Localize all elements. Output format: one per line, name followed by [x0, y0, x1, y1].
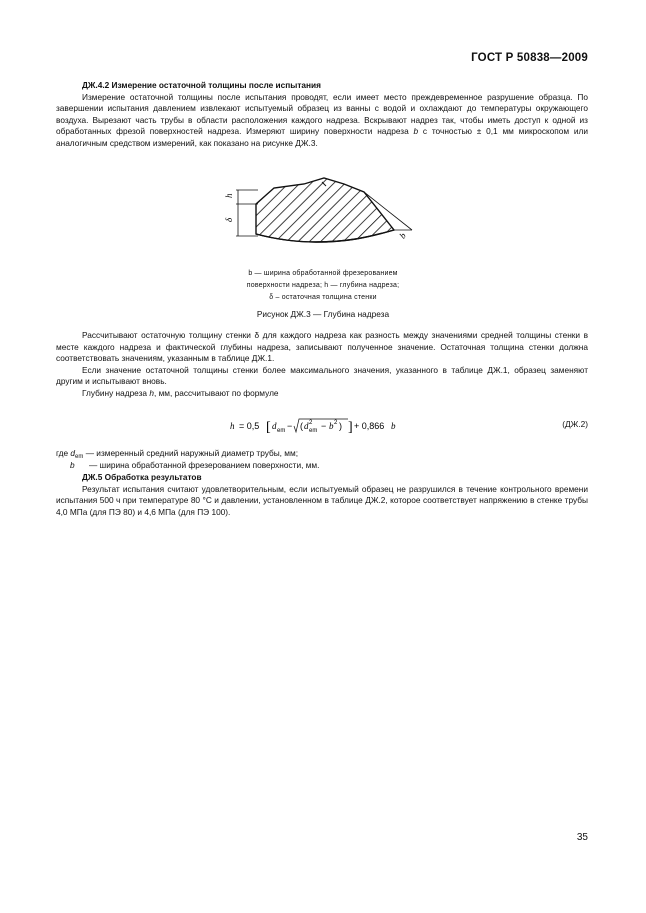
where-line-1: где $d_{em}$ — измеренный средний наружный диаметр трубы, мм;	[56, 448, 298, 460]
formula-d1: d	[272, 421, 277, 431]
figure-legend-3: δ – остаточная толщина стенки	[269, 294, 377, 301]
section-5	[56, 472, 588, 518]
formula-bracket-left: [	[266, 420, 271, 435]
formula-d2: d	[304, 421, 309, 431]
standard-header: ГОСТ Р 50838—2009	[471, 52, 588, 64]
formula-paren-close: )	[339, 421, 342, 431]
section-4-2	[56, 80, 588, 150]
formula-number: (ДЖ.2)	[562, 419, 588, 429]
page-number: 35	[576, 832, 588, 843]
figure-caption: Рисунок ДЖ.3 — Глубина надреза	[256, 309, 390, 319]
label-b: b	[397, 230, 408, 241]
formula-sub2: em	[309, 428, 318, 434]
residual-paragraph-1: Рассчитывают остаточную толщину стенки δ для каждого надреза как разность между значениями средней толщины стенки в месте каждого надреза и фактической глубины надреза, записывают полученное значение. Остаточная толщина стенки должна соответствовать значениям, указанным в таблице ДЖ.1.	[56, 330, 588, 364]
section-5-heading: ДЖ.5 Обработка результатов	[82, 472, 202, 482]
formula-coef2: + 0,866	[354, 421, 385, 431]
formula-coef1: = 0,5	[239, 421, 260, 431]
section-4-2-paragraph: Измерение остаточной толщины после испытания проводят, если имеет место преждевременное разрушение образца. По завершении испытания давлением извлекают испытуемый образец из ванны с водой и охлаждают до температуры окружающего воздуха. Вырезают часть трубы в области расположения каждого надреза. Вскрывают надрез так, чтобы иметь доступ к одной из обработанных фрезой поверхностей надреза. Измеряют ширину поверхности надреза b с точностью ± 0,1 мм микроскопом или аналогичным средством измерений, как показано на рисунке ДЖ.3.	[56, 91, 589, 148]
formula-h: h	[230, 421, 235, 431]
figure-legend-1: b — ширина обработанной фрезерованием	[248, 270, 398, 277]
where-line-2: b — ширина обработанной фрезерованием поверхности, мм.	[70, 460, 320, 470]
formula-sub1: em	[277, 428, 286, 434]
label-h: h	[224, 193, 234, 198]
section-5-paragraph: Результат испытания считают удовлетворительным, если испытуемый образец не разрушился в течение контрольного времени испытания 500 ч при температуре 80 °С и давлении, установленном в таблице ДЖ.2, которое соответствует напряжению в стенке трубы 4,0 МПа (для ПЭ 80) и 4,6 МПа (для ПЭ 100).	[56, 483, 588, 517]
residual-paragraph-3: Глубину надреза h, мм, рассчитывают по формуле	[82, 387, 279, 398]
figure-legend-2: поверхности надреза; h — глубина надреза;	[246, 282, 400, 289]
residual-paragraph-2: Если значение остаточной толщины стенки более максимального значения, указанного в таблице ДЖ.1, образец заменяют другим и испытывают вновь.	[56, 364, 588, 387]
wall-section-hatch	[256, 178, 394, 242]
formula-b2: b	[391, 421, 396, 431]
formula-bracket-right: ]	[348, 420, 353, 435]
formula-b: b	[329, 421, 334, 431]
section-4-2-heading: ДЖ.4.2 Измерение остаточной толщины после испытания	[82, 80, 321, 90]
label-delta: δ	[224, 217, 234, 222]
notch-diagram	[216, 176, 416, 254]
formula-sq1: 2	[309, 420, 313, 426]
formula-paren-open: (	[300, 421, 303, 431]
formula-sq2: 2	[334, 420, 338, 426]
formula-dzh-2	[230, 414, 410, 438]
formula-minus2: −	[321, 421, 327, 431]
body-text	[56, 330, 588, 400]
formula-minus: −	[287, 421, 293, 431]
